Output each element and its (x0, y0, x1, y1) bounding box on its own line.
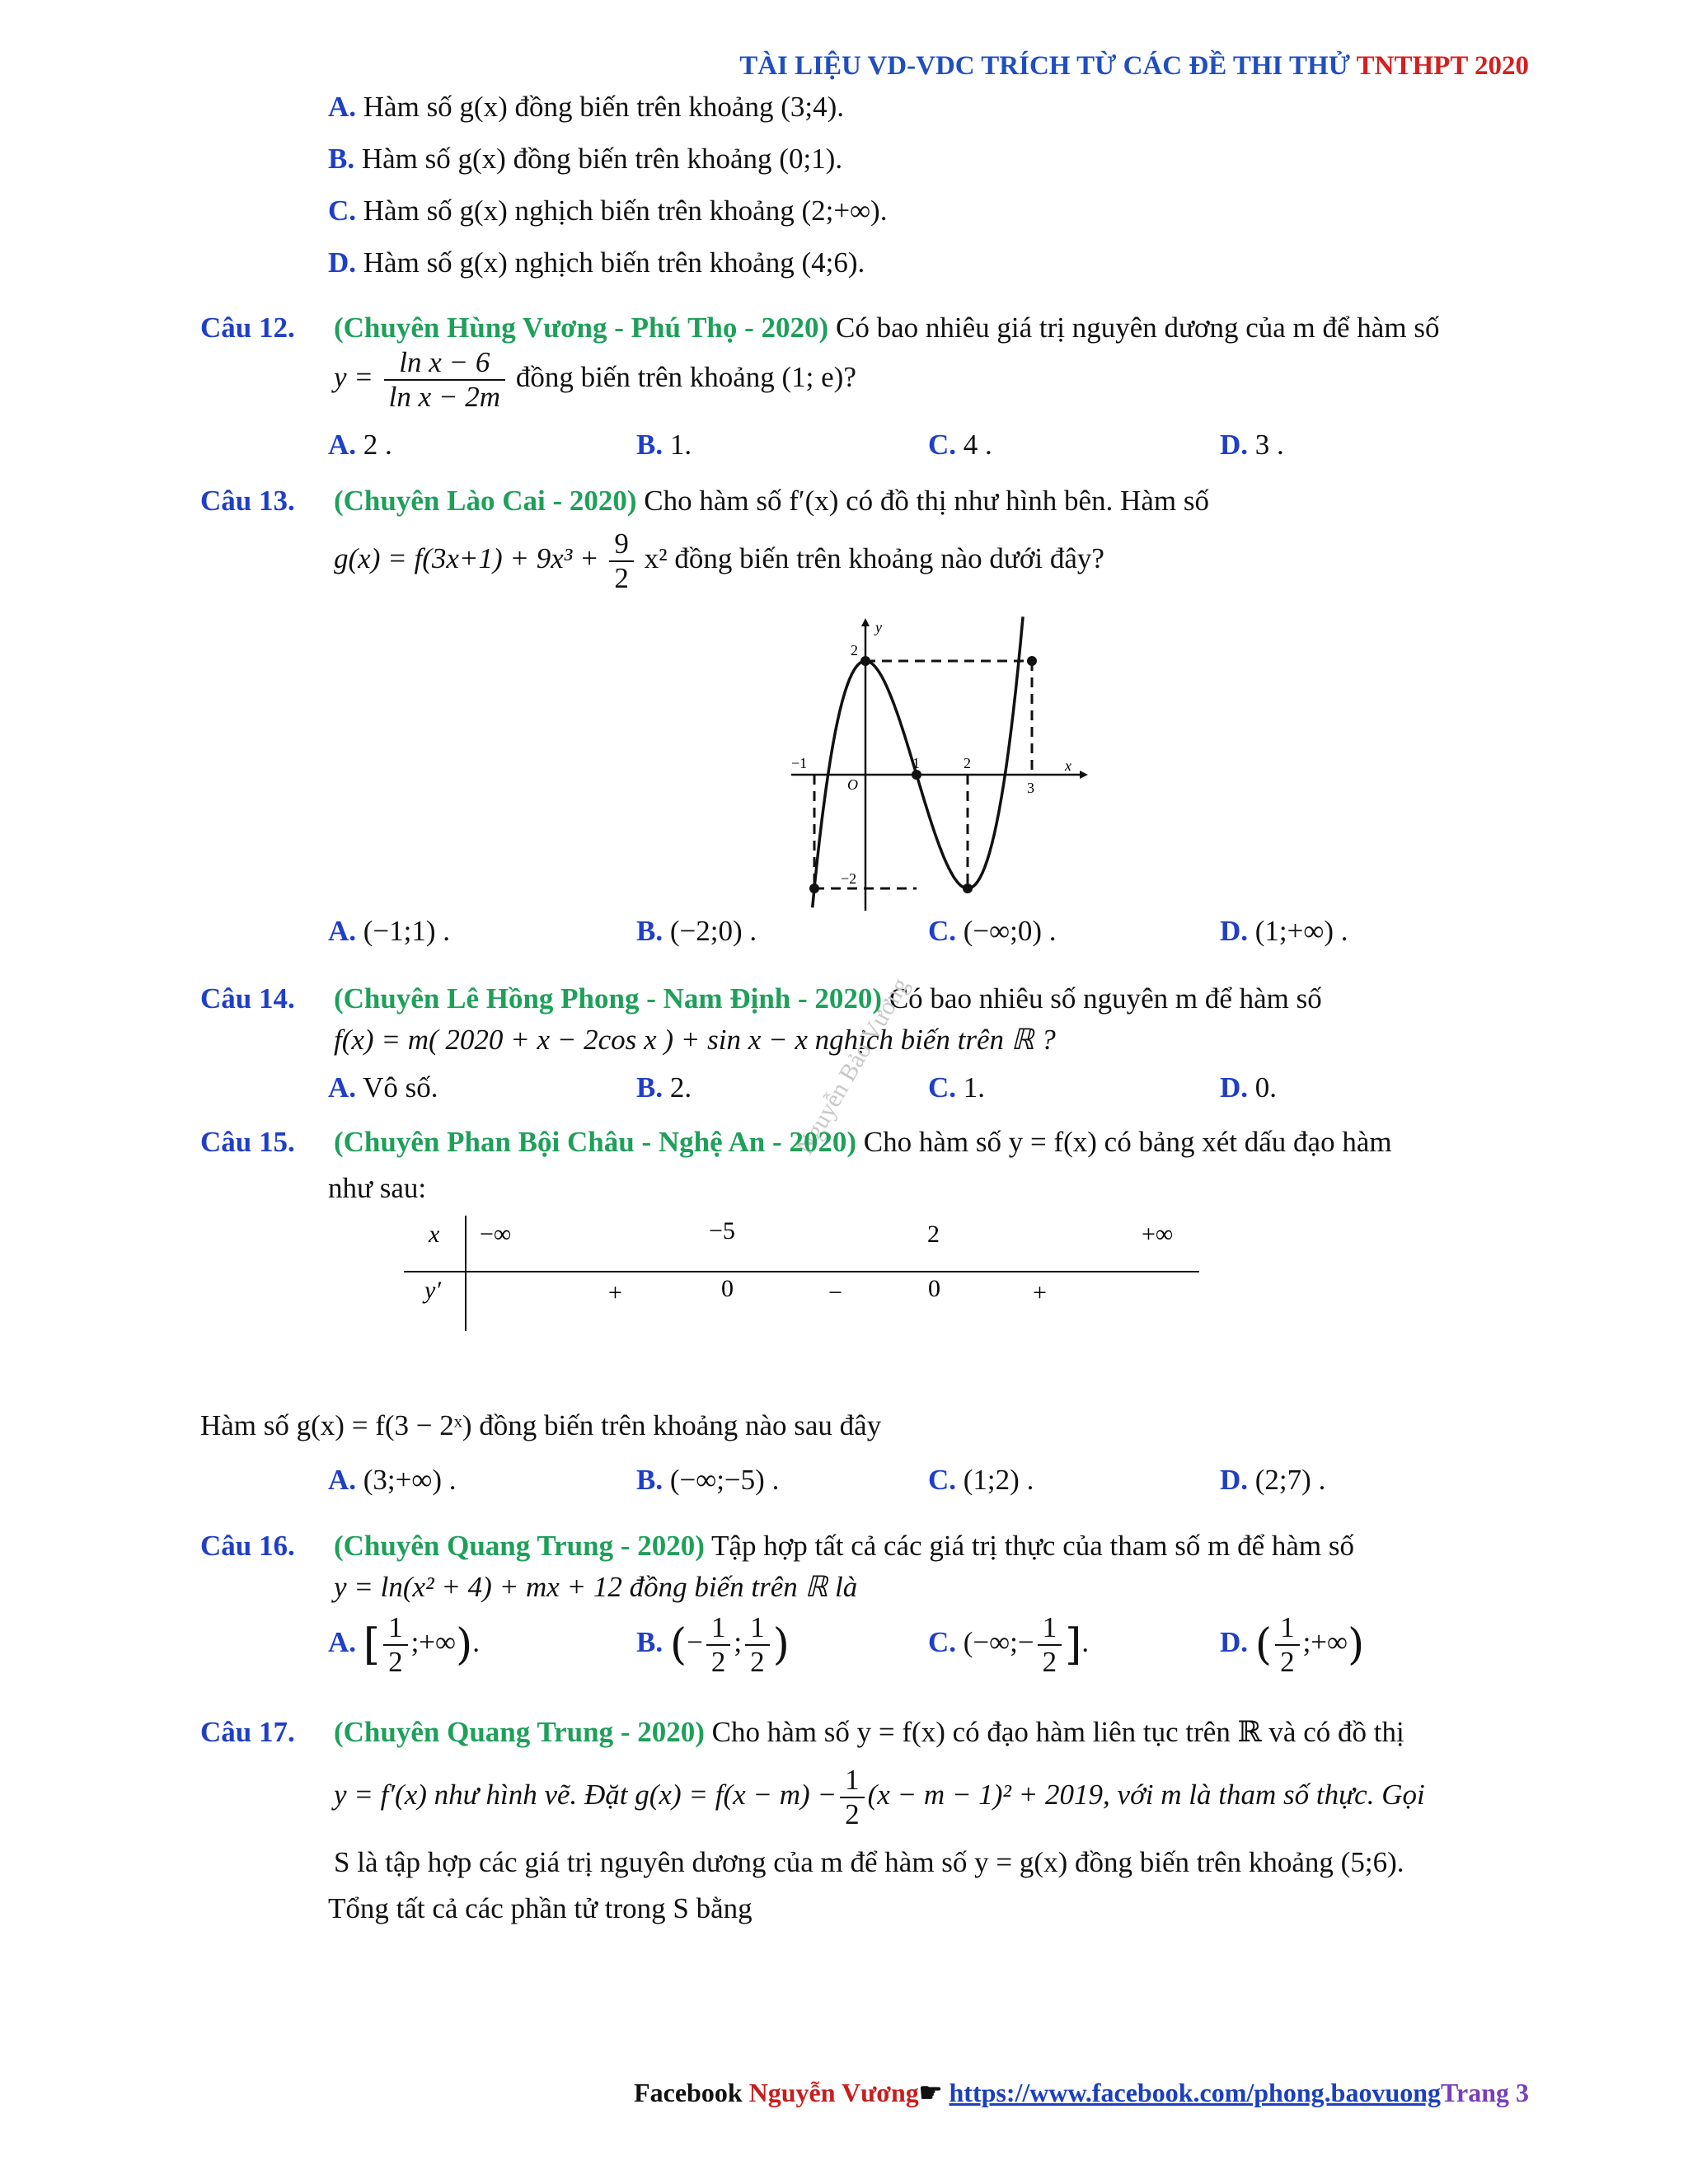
q13-option-a: A. (−1;1) . (328, 915, 451, 947)
q13-option-d: D. (1;+∞) . (1220, 915, 1348, 947)
table-pos-inf: +∞ (1142, 1221, 1174, 1248)
q15-stem-2: như sau: (328, 1172, 427, 1204)
q15-stem: (Chuyên Phan Bội Châu - Nghệ An - 2020) Cho hàm số y = f(x) có bảng xét dấu đạo hàm (334, 1126, 1392, 1158)
footer-facebook: Facebook (634, 2078, 749, 2107)
derivative-graph (775, 614, 1088, 919)
q14-option-a: A. Vô số. (328, 1071, 438, 1104)
q11-option-d: D. Hàm số g(x) nghịch biến trên khoảng (4;6). (328, 246, 865, 279)
footer-page: Trang 3 (1441, 2078, 1529, 2107)
footer-author: Nguyễn Vương (748, 2078, 919, 2107)
q12-stem: (Chuyên Hùng Vương - Phú Thọ - 2020) Có bao nhiêu giá trị nguyên dương của m để hàm số (334, 312, 1440, 344)
q12-option-a: A. 2 . (328, 429, 392, 461)
table-m5: −5 (709, 1217, 735, 1244)
q16-stem: (Chuyên Quang Trung - 2020) Tập hợp tất cả các giá trị thực của tham số m để hàm số (334, 1530, 1355, 1562)
q16-number: Câu 16. (200, 1530, 295, 1562)
page-header (739, 51, 1529, 82)
table-2: 2 (927, 1221, 940, 1248)
table-sign-1: + (608, 1279, 622, 1306)
q13-stem: (Chuyên Lào Cai - 2020) Cho hàm số f′(x) có đồ thị như hình bên. Hàm số (334, 485, 1209, 517)
graph-y-2: 2 (851, 642, 858, 658)
q16-option-c: C. (−∞;− $\frac{1}{2}$ ]. (928, 1611, 1090, 1678)
table-yp: y′ (424, 1277, 441, 1304)
header-year: TNTHPT 2020 (1356, 51, 1529, 81)
table-x: x (429, 1221, 440, 1248)
q11-option-b: B. Hàm số g(x) đồng biến trên khoảng (0;1). (328, 143, 843, 175)
header-title: TÀI LIỆU VD-VDC TRÍCH TỪ CÁC ĐỀ THI THỬ (739, 51, 1357, 81)
q12-option-b: B. 1. (636, 429, 692, 461)
graph-y-m2: −2 (841, 870, 857, 887)
q15-option-d: D. (2;7) . (1220, 1464, 1326, 1496)
graph-y-label: y (875, 619, 882, 635)
q13-option-b: B. (−2;0) . (636, 915, 757, 947)
pointing-hand-icon: ☛ (918, 2078, 950, 2107)
q13-formula: g(x) = f(3x+1) + 9x³ + $\frac{9}{2}$ x² đồng biến trên khoảng nào dưới đây? (334, 527, 1104, 594)
q13-option-c: C. (−∞;0) . (928, 915, 1057, 947)
q17-line-4: Tổng tất cả các phần tử trong S bằng (328, 1892, 753, 1924)
q13-number: Câu 13. (200, 485, 295, 517)
q12-option-d: D. 3 . (1220, 429, 1284, 461)
q12-option-c: C. 4 . (928, 429, 992, 461)
q12-formula: y = $\frac{\text{ln x − 6}}{\text{ln x − 2m}}$ đồng biến trên khoảng (1; e)? (334, 346, 856, 413)
graph-tick-1: 1 (912, 755, 920, 771)
table-sign-2: − (828, 1279, 842, 1306)
q15-question: Hàm số g(x) = f(3 − 2ˣ) đồng biến trên khoảng nào sau đây (200, 1409, 882, 1441)
table-neg-inf: −∞ (480, 1221, 512, 1248)
page-footer (634, 2077, 1529, 2108)
q12-number: Câu 12. (200, 312, 295, 344)
q17-stem: (Chuyên Quang Trung - 2020) Cho hàm số y = f(x) có đạo hàm liên tục trên ℝ và có đồ thị (334, 1716, 1404, 1748)
q15-number: Câu 15. (200, 1126, 295, 1158)
q16-option-a: A. [ $\frac{1}{2}$ ;+∞). (328, 1611, 481, 1678)
footer-link[interactable]: https://www.facebook.com/phong.baovuong (949, 2078, 1442, 2107)
q14-option-b: B. 2. (636, 1071, 692, 1104)
sign-table (404, 1216, 1203, 1339)
graph-tick-2: 2 (964, 755, 971, 771)
q17-formula: y = f′(x) như hình vẽ. Đặt g(x) = f(x − m) − $\frac{1}{2}$ (x − m − 1)² + 2019, với m là tham số thực. Gọi (334, 1764, 1425, 1830)
watermark: Nguyễn Bảo Vương (791, 972, 915, 1160)
table-zero-2: 0 (928, 1275, 940, 1302)
q14-option-c: C. 1. (928, 1071, 986, 1104)
table-zero-1: 0 (721, 1275, 734, 1302)
graph-origin: O (847, 776, 858, 793)
q11-option-c: C. Hàm số g(x) nghịch biến trên khoảng (2;+∞). (328, 194, 888, 227)
q14-formula: f(x) = m( 2020 + x − 2cos x ) + sin x − x nghịch biến trên ℝ ? (334, 1024, 1056, 1056)
q14-stem: (Chuyên Lê Hồng Phong - Nam Định - 2020) Có bao nhiêu số nguyên m để hàm số (334, 982, 1322, 1015)
q11-option-a: A. Hàm số g(x) đồng biến trên khoảng (3;4). (328, 91, 844, 123)
q16-option-d: D. ( $\frac{1}{2}$ ;+∞) (1220, 1611, 1365, 1678)
q14-number: Câu 14. (200, 982, 295, 1015)
graph-x-label: x (1065, 757, 1071, 774)
table-sign-3: + (1033, 1279, 1047, 1306)
q17-line-3: S là tập hợp các giá trị nguyên dương của m để hàm số y = g(x) đồng biến trên khoảng (5;6). (334, 1846, 1404, 1878)
q14-option-d: D. 0. (1220, 1071, 1278, 1104)
q17-number: Câu 17. (200, 1716, 295, 1748)
graph-tick-3: 3 (1027, 780, 1034, 796)
q15-option-c: C. (1;2) . (928, 1464, 1034, 1496)
q15-option-b: B. (−∞;−5) . (636, 1464, 780, 1496)
q16-formula: y = ln(x² + 4) + mx + 12 đồng biến trên ℝ là (334, 1571, 858, 1603)
graph-tick-m1: −1 (791, 755, 808, 771)
q15-option-a: A. (3;+∞) . (328, 1464, 457, 1496)
q16-option-b: B. (− $\frac{1}{2}$ ; $\frac{1}{2}$ ) (636, 1611, 790, 1678)
